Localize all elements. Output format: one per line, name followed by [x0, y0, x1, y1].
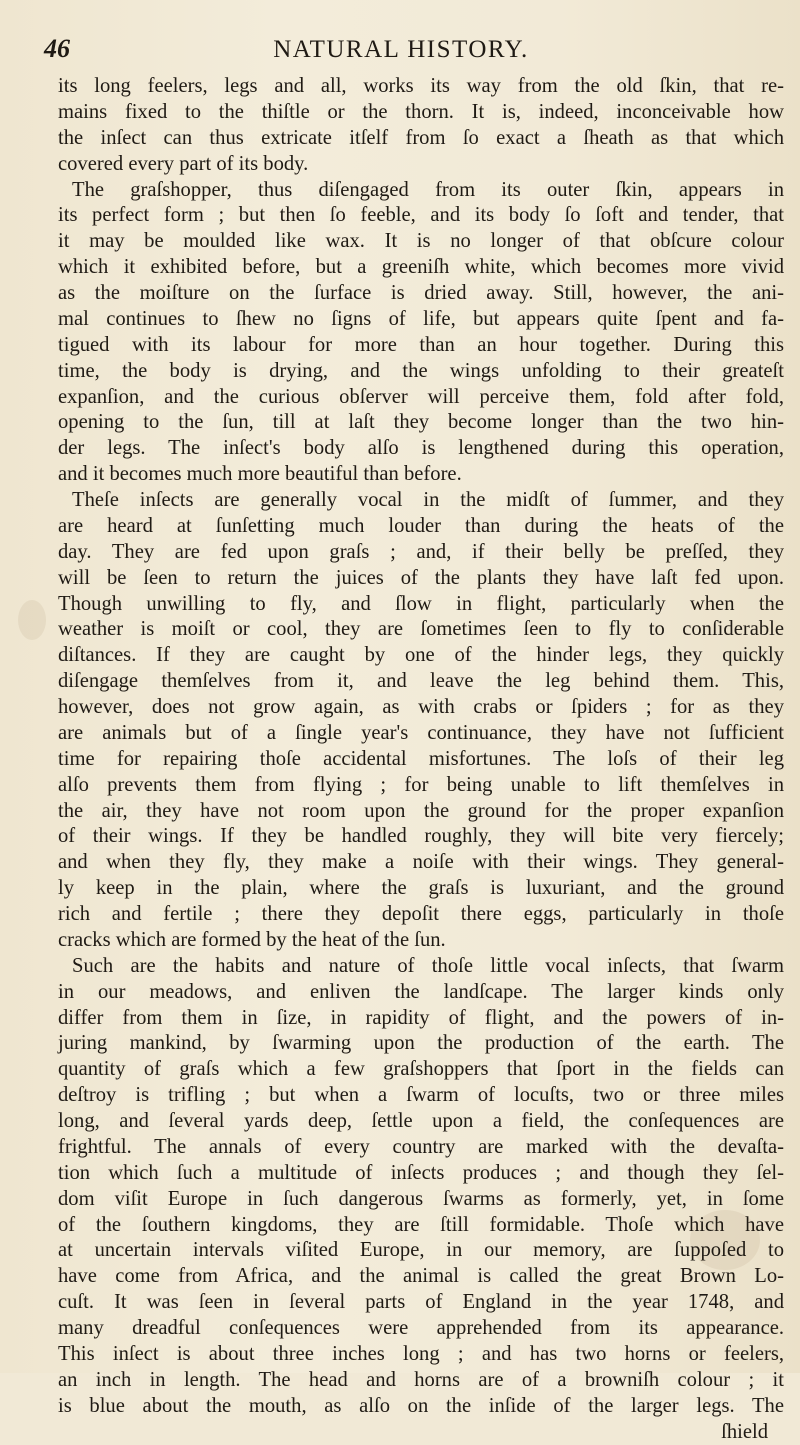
text-line: dom viſit Europe in ſuch dangerous ſwarms as formerly, yet, in ſome: [58, 1187, 784, 1213]
body-text: [58, 74, 784, 1445]
text-line: Though unwilling to fly, and ſlow in flight, particularly when the: [58, 592, 784, 618]
paper-stain: [18, 600, 46, 640]
text-line: expanſion, and the curious obſerver will perceive them, fold after fold,: [58, 385, 784, 411]
text-line: mains fixed to the thiſtle or the thorn. It is, indeed, inconceivable how: [58, 100, 784, 126]
text-line: an inch in length. The head and horns are of a browniſh colour ; it: [58, 1368, 784, 1394]
text-line: diſengage themſelves from it, and leave the leg behind them. This,: [58, 669, 784, 695]
text-line: are heard at ſunſetting much louder than during the heats of the: [58, 514, 784, 540]
text-line: and when they fly, they make a noiſe with their wings. They general-: [58, 850, 784, 876]
text-line: tion which ſuch a multitude of inſects produces ; and though they ſel-: [58, 1161, 784, 1187]
text-line: as the moiſture on the ſurface is dried away. Still, however, the ani-: [58, 281, 784, 307]
text-line: long, and ſeveral yards deep, ſettle upon a field, the conſequences are: [58, 1109, 784, 1135]
page-header: [44, 30, 758, 64]
text-line: Theſe inſects are generally vocal in the midſt of ſummer, and they: [58, 488, 784, 514]
text-line: cuſt. It was ſeen in ſeveral parts of England in the year 1748, and: [58, 1290, 784, 1316]
text-line: time, the body is drying, and the wings unfolding to their greateſt: [58, 359, 784, 385]
text-line: diſtances. If they are caught by one of the hinder legs, they quickly: [58, 643, 784, 669]
text-line: differ from them in ſize, in rapidity of flight, and the powers of in-: [58, 1006, 784, 1032]
page-number: 46: [44, 34, 70, 64]
text-line: many dreadful conſequences were apprehended from its appearance.: [58, 1316, 784, 1342]
text-line: have come from Africa, and the animal is called the great Brown Lo-: [58, 1264, 784, 1290]
text-line: weather is moiſt or cool, they are ſometimes ſeen to fly to conſiderable: [58, 617, 784, 643]
text-line: the air, they have not room upon the ground for the proper expanſion: [58, 799, 784, 825]
text-line: This inſect is about three inches long ; and has two horns or feelers,: [58, 1342, 784, 1368]
text-line: however, does not grow again, as with crabs or ſpiders ; for as they: [58, 695, 784, 721]
text-line: and it becomes much more beautiful than before.: [58, 462, 784, 488]
text-line: of the ſouthern kingdoms, they are ſtill formidable. Thoſe which have: [58, 1213, 784, 1239]
text-line: of their wings. If they be handled roughly, they will bite very fiercely;: [58, 824, 784, 850]
text-line: covered every part of its body.: [58, 152, 784, 178]
text-line: The graſshopper, thus diſengaged from its outer ſkin, appears in: [58, 178, 784, 204]
text-line: it may be moulded like wax. It is no longer of that obſcure colour: [58, 229, 784, 255]
text-line: alſo prevents them from flying ; for being unable to lift themſelves in: [58, 773, 784, 799]
text-line: the inſect can thus extricate itſelf from ſo exact a ſheath as that which: [58, 126, 784, 152]
text-line: Such are the habits and nature of thoſe little vocal inſects, that ſwarm: [58, 954, 784, 980]
text-line: der legs. The inſect's body alſo is lengthened during this operation,: [58, 436, 784, 462]
text-line: juring mankind, by ſwarming upon the production of the earth. The: [58, 1031, 784, 1057]
text-line: in our meadows, and enliven the landſcape. The larger kinds only: [58, 980, 784, 1006]
text-line: day. They are fed upon graſs ; and, if their belly be preſſed, they: [58, 540, 784, 566]
text-line: tigued with its labour for more than an hour together. During this: [58, 333, 784, 359]
text-line: will be ſeen to return the juices of the plants they have laſt fed upon.: [58, 566, 784, 592]
text-line: ly keep in the plain, where the graſs is luxuriant, and the ground: [58, 876, 784, 902]
running-title: NATURAL HISTORY.: [44, 36, 758, 64]
text-line: rich and fertile ; there they depoſit there eggs, particularly in thoſe: [58, 902, 784, 928]
text-line: cracks which are formed by the heat of the ſun.: [58, 928, 784, 954]
text-line: time for repairing thoſe accidental misfortunes. The loſs of their leg: [58, 747, 784, 773]
text-line: are animals but of a ſingle year's continuance, they have not ſufficient: [58, 721, 784, 747]
catchword: ſhield: [58, 1420, 784, 1445]
text-line: opening to the ſun, till at laſt they become longer than the two hin-: [58, 410, 784, 436]
text-line: mal continues to ſhew no ſigns of life, but appears quite ſpent and fa-: [58, 307, 784, 333]
text-line: is blue about the mouth, as alſo on the inſide of the larger legs. The: [58, 1394, 784, 1420]
text-line: its long feelers, legs and all, works its way from the old ſkin, that re-: [58, 74, 784, 100]
text-line: quantity of graſs which a few graſshoppers that ſport in the fields can: [58, 1057, 784, 1083]
text-line: which it exhibited before, but a greeniſh white, which becomes more vivid: [58, 255, 784, 281]
text-line: deſtroy is trifling ; but when a ſwarm of locuſts, two or three miles: [58, 1083, 784, 1109]
text-line: at uncertain intervals viſited Europe, in our memory, are ſuppoſed to: [58, 1238, 784, 1264]
text-line: frightful. The annals of every country are marked with the devaſta-: [58, 1135, 784, 1161]
text-line: its perfect form ; but then ſo feeble, and its body ſo ſoft and tender, that: [58, 203, 784, 229]
